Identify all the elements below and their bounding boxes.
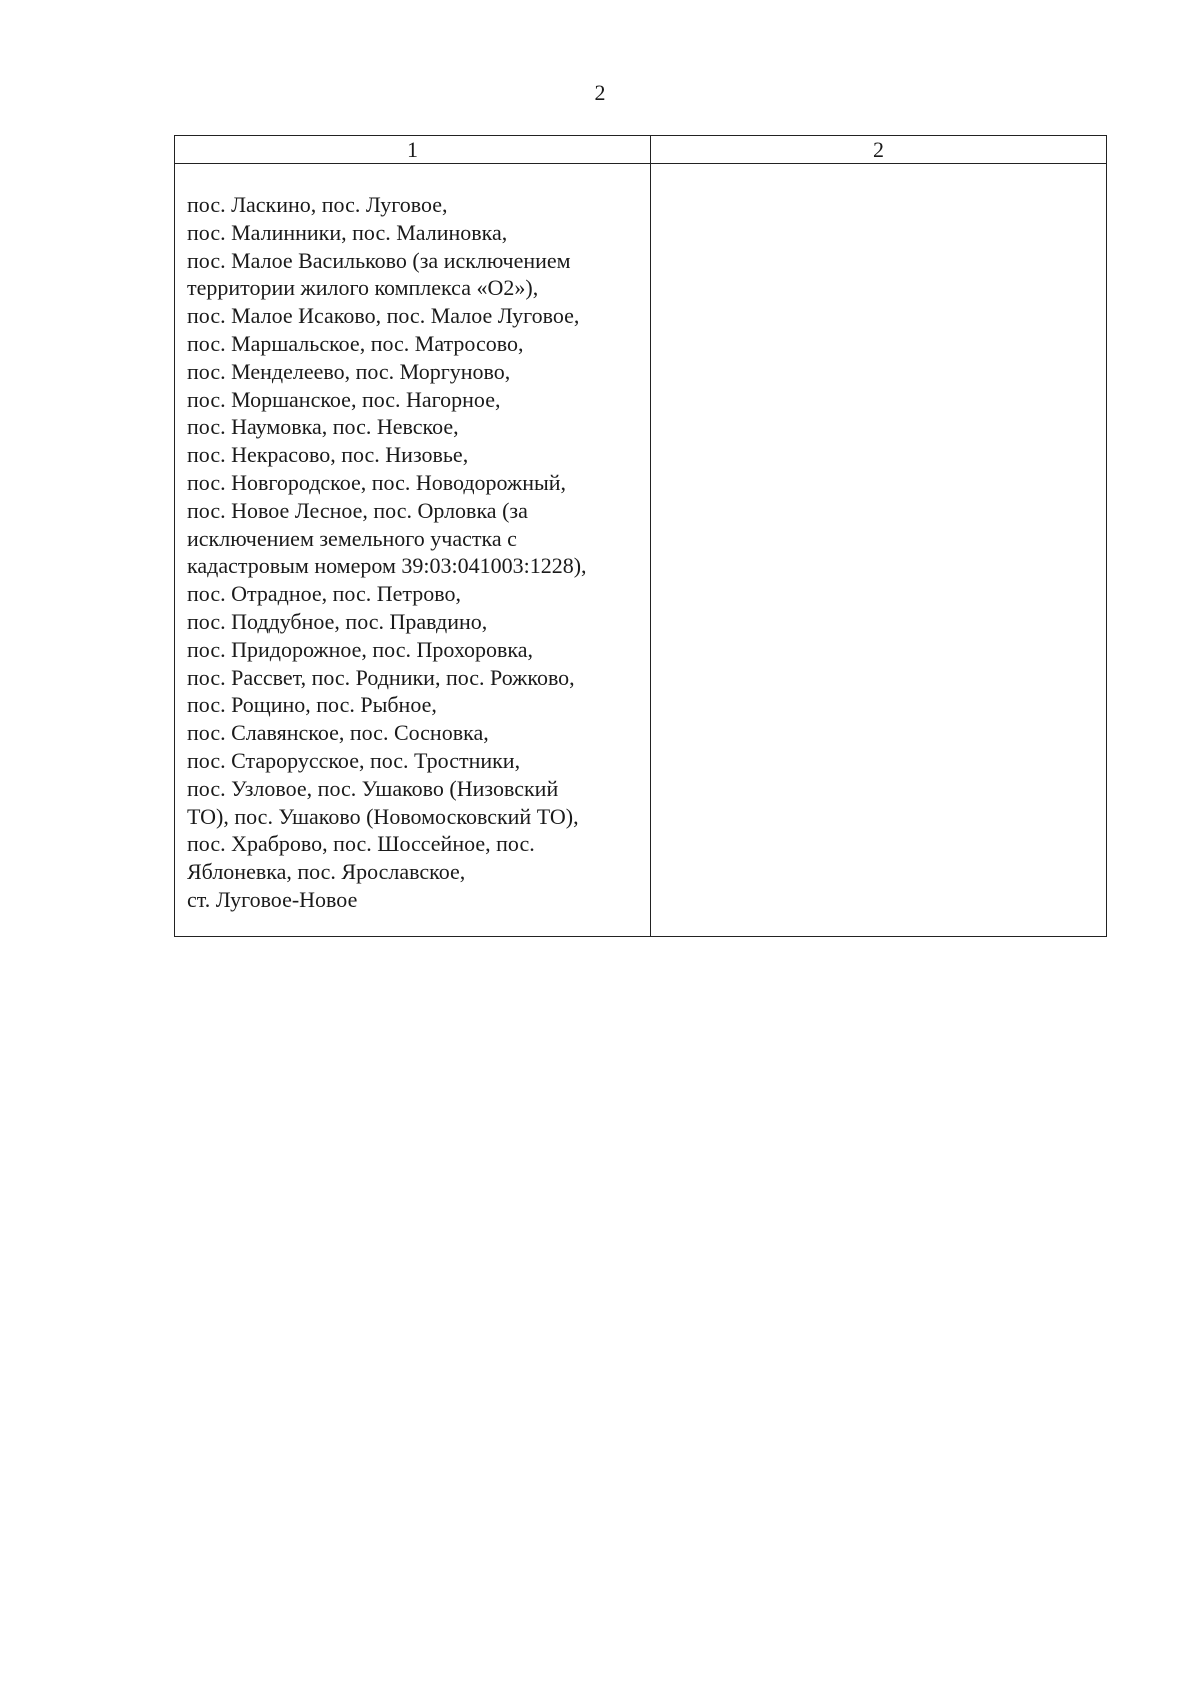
- settlements-table: [174, 135, 1107, 937]
- settlement-line: исключением земельного участка с: [187, 525, 517, 551]
- settlement-line: пос. Малое Исаково, пос. Малое Луговое,: [187, 303, 580, 329]
- settlement-line: пос. Старорусское, пос. Тростники,: [187, 747, 521, 773]
- settlement-line: пос. Поддубное, пос. Правдино,: [187, 608, 488, 634]
- settlement-line: пос. Менделеево, пос. Моргуново,: [187, 358, 511, 384]
- settlement-line: пос. Новое Лесное, пос. Орловка (за: [187, 497, 528, 523]
- settlement-line: пос. Славянское, пос. Сосновка,: [187, 720, 489, 746]
- column-header-2: 2: [873, 137, 884, 162]
- settlement-line: пос. Наумовка, пос. Невское,: [187, 414, 459, 440]
- page-number: 2: [594, 80, 606, 105]
- settlement-line: пос. Некрасово, пос. Низовье,: [187, 442, 469, 468]
- settlement-line: территории жилого комплекса «О2»),: [187, 275, 539, 301]
- settlement-line: пос. Узловое, пос. Ушаково (Низовский: [187, 775, 559, 801]
- table-header-row: [175, 136, 1106, 164]
- settlement-line: пос. Придорожное, пос. Прохоровка,: [187, 636, 533, 662]
- settlement-line: пос. Малое Васильково (за исключением: [187, 247, 571, 273]
- column-header-1: 1: [407, 137, 418, 162]
- settlement-line: пос. Отрадное, пос. Петрово,: [187, 581, 461, 607]
- settlement-line: пос. Ласкино, пос. Луговое,: [187, 192, 448, 217]
- settlement-line: пос. Храброво, пос. Шоссейное, пос.: [187, 831, 535, 857]
- settlement-line: пос. Моршанское, пос. Нагорное,: [187, 386, 501, 412]
- settlement-line: Яблоневка, пос. Ярославское,: [187, 859, 466, 885]
- settlement-line: ст. Луговое-Новое: [187, 886, 358, 912]
- table-cell-column-1: [187, 191, 647, 914]
- settlement-line: пос. Рассвет, пос. Родники, пос. Рожково,: [187, 664, 575, 690]
- settlement-line: пос. Новгородское, пос. Новодорожный,: [187, 469, 567, 495]
- settlement-line: пос. Рощино, пос. Рыбное,: [187, 692, 437, 718]
- settlement-line: пос. Малинники, пос. Малиновка,: [187, 219, 508, 245]
- settlement-line: пос. Маршальское, пос. Матросово,: [187, 330, 524, 356]
- settlement-line: кадастровым номером 39:03:041003:1228),: [187, 553, 587, 579]
- settlement-line: ТО), пос. Ушаково (Новомосковский ТО),: [187, 803, 579, 829]
- table-cell-column-2: [651, 165, 1106, 935]
